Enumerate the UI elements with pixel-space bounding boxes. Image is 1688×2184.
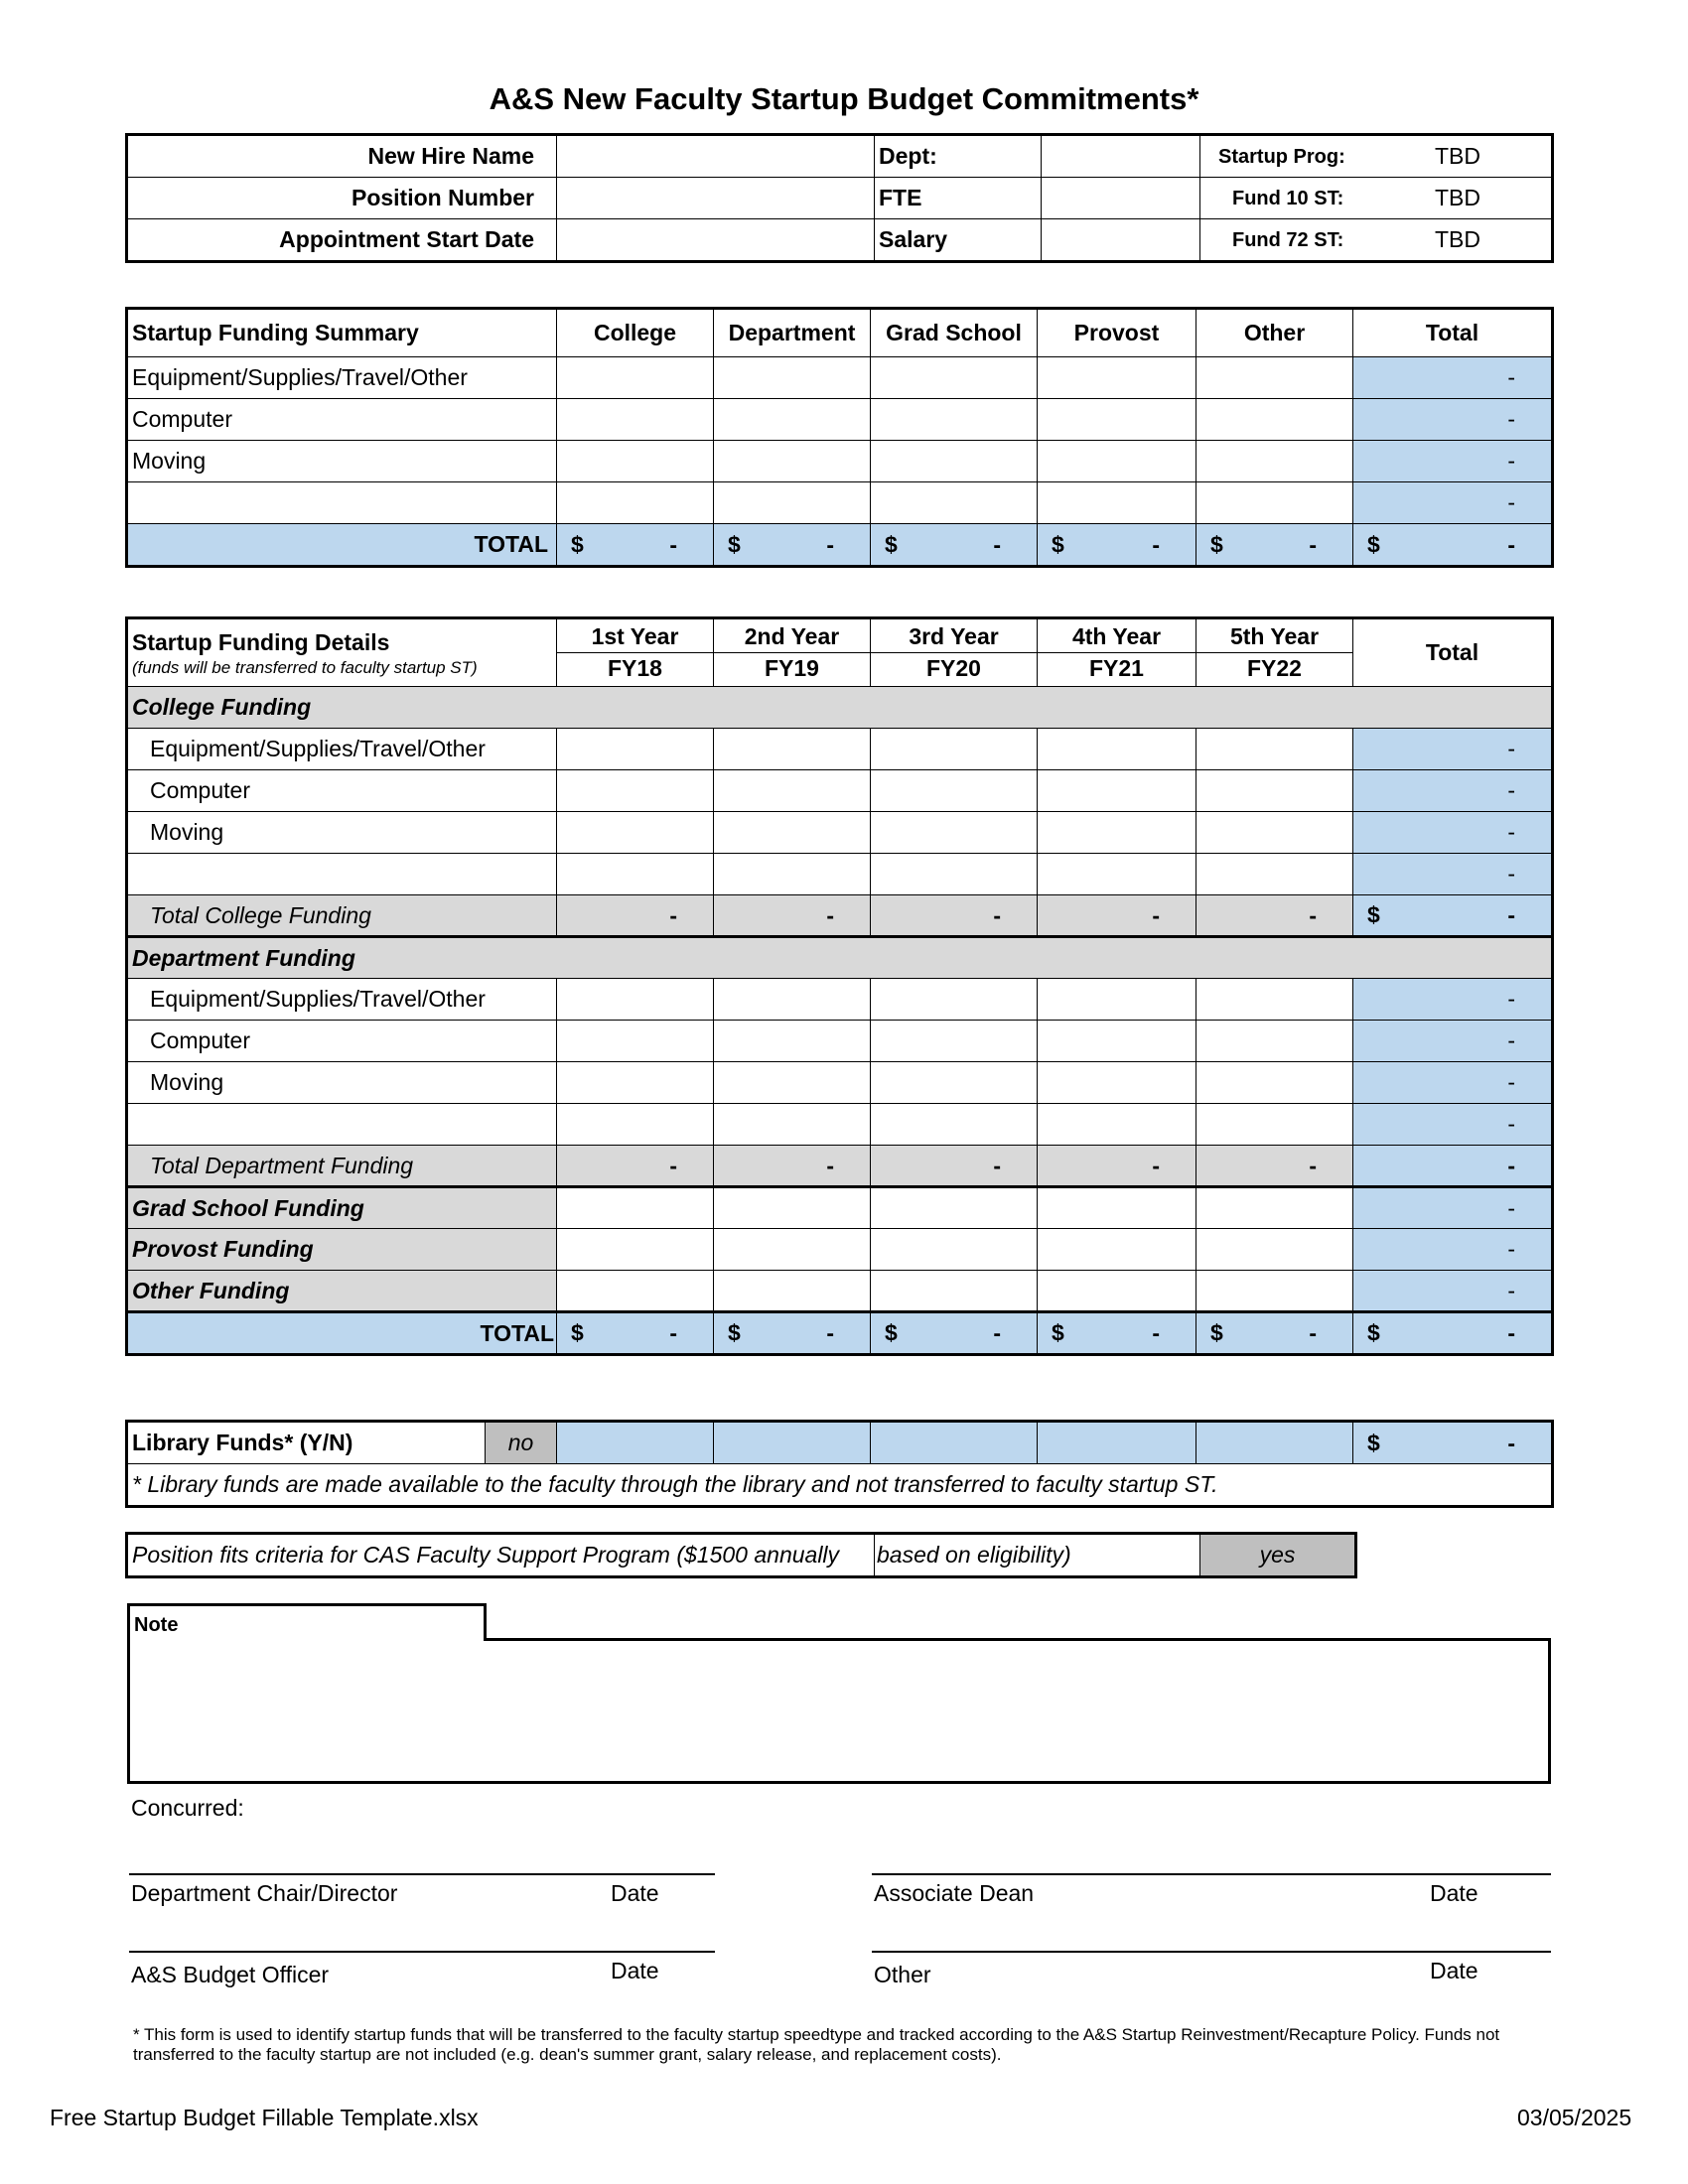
- detail-row-total: -: [1353, 1229, 1552, 1271]
- budget-officer-label: A&S Budget Officer: [131, 1962, 330, 1987]
- page-title: A&S New Faculty Startup Budget Commitments*: [489, 81, 1199, 116]
- summary-total-grad-school: [871, 524, 1038, 566]
- detail-cell[interactable]: [714, 1187, 871, 1229]
- details-total-year: [1038, 1312, 1196, 1354]
- detail-cell[interactable]: [871, 1062, 1038, 1104]
- detail-row-total: -: [1353, 1271, 1552, 1312]
- department-row-label: Equipment/Supplies/Travel/Other: [128, 979, 557, 1021]
- detail-row-total: -: [1353, 812, 1552, 854]
- library-cell[interactable]: [871, 1423, 1038, 1464]
- library-cell[interactable]: [714, 1423, 871, 1464]
- library-cell[interactable]: [557, 1423, 714, 1464]
- detail-cell[interactable]: [557, 1062, 714, 1104]
- total-amount: -: [1309, 531, 1317, 557]
- details-total-label: TOTAL: [128, 1312, 557, 1354]
- start-date-input[interactable]: [557, 219, 875, 261]
- year-header-5: [1196, 619, 1353, 687]
- detail-cell[interactable]: [1038, 1021, 1196, 1062]
- detail-cell[interactable]: [871, 1229, 1038, 1271]
- department-funding-heading: Department Funding: [128, 937, 1552, 979]
- summary-row-label: Moving: [128, 441, 557, 482]
- salary-input[interactable]: [1042, 219, 1200, 261]
- total-amount: -: [669, 531, 677, 557]
- currency-symbol: $: [571, 1319, 584, 1346]
- summary-cell[interactable]: [1196, 441, 1353, 482]
- college-funding-heading: College Funding: [128, 687, 1552, 729]
- detail-cell[interactable]: [1038, 812, 1196, 854]
- total-amount: -: [1309, 1319, 1317, 1346]
- year-header-3: [871, 619, 1038, 687]
- chair-date-label: Date: [611, 1880, 659, 1906]
- startup-prog-label: Startup Prog:: [1218, 146, 1345, 168]
- details-total-header: Total: [1353, 619, 1552, 687]
- detail-cell[interactable]: [1038, 1187, 1196, 1229]
- detail-cell[interactable]: [871, 1271, 1038, 1312]
- detail-cell[interactable]: [557, 729, 714, 770]
- detail-cell[interactable]: [714, 729, 871, 770]
- currency-symbol: $: [1367, 901, 1380, 928]
- fy-label: FY22: [1247, 655, 1302, 681]
- college-row-label: Computer: [128, 770, 557, 812]
- chair-signature-line[interactable]: [129, 1873, 715, 1875]
- summary-row-total: -: [1353, 399, 1552, 441]
- summary-row-total: -: [1353, 357, 1552, 399]
- summary-total-other: [1196, 524, 1353, 566]
- detail-row-total: -: [1353, 979, 1552, 1021]
- summary-col-total: Total: [1353, 310, 1552, 357]
- detail-cell[interactable]: [1038, 854, 1196, 895]
- currency-symbol: $: [728, 531, 741, 557]
- total-amount: -: [993, 531, 1001, 557]
- detail-cell[interactable]: [714, 1062, 871, 1104]
- new-hire-name-label: New Hire Name: [128, 136, 557, 178]
- detail-cell[interactable]: [1196, 1187, 1353, 1229]
- total-amount: -: [1507, 1319, 1515, 1346]
- department-year-total: -: [714, 1146, 871, 1187]
- detail-cell[interactable]: [714, 854, 871, 895]
- library-cell[interactable]: [1196, 1423, 1353, 1464]
- other-funding-label: Other Funding: [128, 1271, 557, 1312]
- summary-cell[interactable]: [557, 357, 714, 399]
- concurred-label: Concurred:: [131, 1795, 244, 1821]
- summary-col-college: College: [557, 310, 714, 357]
- total-amount: -: [1152, 1319, 1160, 1346]
- detail-cell[interactable]: [557, 1187, 714, 1229]
- detail-cell[interactable]: [1196, 1271, 1353, 1312]
- details-total-year: [557, 1312, 714, 1354]
- summary-cell[interactable]: [557, 482, 714, 524]
- detail-cell[interactable]: [871, 1187, 1038, 1229]
- department-year-total: -: [1196, 1146, 1353, 1187]
- library-funds-yn[interactable]: no: [486, 1423, 557, 1464]
- summary-row-label: Equipment/Supplies/Travel/Other: [128, 357, 557, 399]
- detail-cell[interactable]: [714, 1104, 871, 1146]
- summary-cell[interactable]: [1038, 482, 1196, 524]
- note-tab: [127, 1603, 487, 1641]
- summary-row-label: [128, 482, 557, 524]
- fy-label: FY21: [1089, 655, 1144, 681]
- currency-symbol: $: [1367, 531, 1380, 557]
- total-amount: -: [669, 1319, 677, 1346]
- detail-row-total: -: [1353, 729, 1552, 770]
- dept-label: Dept:: [875, 136, 1042, 178]
- year-label: 3rd Year: [871, 621, 1037, 653]
- detail-cell[interactable]: [1196, 1229, 1353, 1271]
- currency-symbol: $: [1052, 1319, 1064, 1346]
- currency-symbol: $: [885, 1319, 898, 1346]
- salary-label: Salary: [875, 219, 1042, 261]
- fte-input[interactable]: [1042, 178, 1200, 219]
- currency-symbol: $: [571, 531, 584, 557]
- assoc-dean-signature-line[interactable]: [872, 1873, 1551, 1875]
- dept-input[interactable]: [1042, 136, 1200, 178]
- college-year-total: -: [557, 895, 714, 937]
- detail-row-total: -: [1353, 1062, 1552, 1104]
- summary-cell[interactable]: [557, 399, 714, 441]
- summary-cell[interactable]: [714, 357, 871, 399]
- summary-cell[interactable]: [1038, 399, 1196, 441]
- other-signature-line[interactable]: [872, 1951, 1551, 1953]
- department-year-total: -: [1038, 1146, 1196, 1187]
- summary-col-grad-school: Grad School: [871, 310, 1038, 357]
- cas-criteria-value[interactable]: yes: [1200, 1535, 1355, 1576]
- summary-cell[interactable]: [1038, 357, 1196, 399]
- currency-symbol: $: [1367, 1319, 1380, 1346]
- note-label: Note: [134, 1614, 179, 1636]
- fund72-cell[interactable]: [1200, 219, 1552, 261]
- summary-col-department: Department: [714, 310, 871, 357]
- summary-total-college: [557, 524, 714, 566]
- cas-criteria-text-right: based on eligibility): [875, 1535, 1200, 1576]
- detail-row-total: -: [1353, 1021, 1552, 1062]
- detail-cell[interactable]: [1038, 1062, 1196, 1104]
- detail-cell[interactable]: [557, 1271, 714, 1312]
- details-heading: Startup Funding Details: [132, 628, 390, 655]
- details-total-year: [871, 1312, 1038, 1354]
- footer-date: 03/05/2025: [1517, 2105, 1632, 2130]
- note-box[interactable]: [127, 1638, 1551, 1784]
- new-hire-name-input[interactable]: [557, 136, 875, 178]
- detail-cell[interactable]: [1196, 1021, 1353, 1062]
- college-row-label: Moving: [128, 812, 557, 854]
- summary-cell[interactable]: [714, 482, 871, 524]
- fy-label: FY20: [926, 655, 981, 681]
- department-row-label: Computer: [128, 1021, 557, 1062]
- detail-cell[interactable]: [871, 1104, 1038, 1146]
- total-department-funding-label: Total Department Funding: [128, 1146, 557, 1187]
- fund72-value: TBD: [1435, 226, 1480, 252]
- detail-cell[interactable]: [871, 729, 1038, 770]
- total-amount: -: [826, 1319, 834, 1346]
- library-cell[interactable]: [1038, 1423, 1196, 1464]
- detail-cell[interactable]: [1038, 1271, 1196, 1312]
- detail-cell[interactable]: [714, 1271, 871, 1312]
- startup-prog-value: TBD: [1435, 143, 1480, 169]
- library-note: * Library funds are made available to the faculty through the library and not transferred to faculty startup ST.: [128, 1464, 1552, 1506]
- detail-cell[interactable]: [714, 979, 871, 1021]
- detail-cell[interactable]: [1196, 770, 1353, 812]
- currency-symbol: $: [885, 531, 898, 557]
- year-label: 2nd Year: [714, 621, 870, 653]
- summary-cell[interactable]: [871, 482, 1038, 524]
- detail-row-total: -: [1353, 854, 1552, 895]
- year-label: 5th Year: [1196, 621, 1352, 653]
- details-table: [127, 618, 1552, 1354]
- detail-cell[interactable]: [1038, 1104, 1196, 1146]
- detail-cell[interactable]: [1196, 854, 1353, 895]
- summary-cell[interactable]: [1038, 441, 1196, 482]
- department-row-label: [128, 1104, 557, 1146]
- detail-cell[interactable]: [1196, 729, 1353, 770]
- summary-col-provost: Provost: [1038, 310, 1196, 357]
- details-total-year: [1196, 1312, 1353, 1354]
- summary-cell[interactable]: [871, 399, 1038, 441]
- detail-cell[interactable]: [714, 1021, 871, 1062]
- department-year-total: -: [557, 1146, 714, 1187]
- details-heading-cell: [128, 619, 557, 687]
- summary-cell[interactable]: [714, 399, 871, 441]
- detail-cell[interactable]: [557, 1229, 714, 1271]
- budget-officer-signature-line[interactable]: [129, 1951, 715, 1953]
- assoc-dean-date-label: Date: [1430, 1880, 1478, 1906]
- detail-cell[interactable]: [871, 812, 1038, 854]
- fy-label: FY19: [765, 655, 819, 681]
- summary-cell[interactable]: [557, 441, 714, 482]
- currency-symbol: $: [728, 1319, 741, 1346]
- note-tab-join: [130, 1638, 484, 1642]
- summary-col-other: Other: [1196, 310, 1353, 357]
- detail-cell[interactable]: [1038, 979, 1196, 1021]
- footer-filename: Free Startup Budget Fillable Template.xlsx: [50, 2105, 479, 2130]
- year-header-4: [1038, 619, 1196, 687]
- summary-table: [127, 309, 1552, 566]
- details-total-year: [714, 1312, 871, 1354]
- fte-label: FTE: [875, 178, 1042, 219]
- detail-cell[interactable]: [714, 770, 871, 812]
- provost-funding-label: Provost Funding: [128, 1229, 557, 1271]
- summary-row-label: Computer: [128, 399, 557, 441]
- cas-support-table: [127, 1534, 1355, 1576]
- year-header-2: [714, 619, 871, 687]
- currency-symbol: $: [1210, 531, 1223, 557]
- library-funds-label: Library Funds* (Y/N): [128, 1423, 486, 1464]
- college-grand-total: [1353, 895, 1552, 937]
- assoc-dean-label: Associate Dean: [874, 1880, 1035, 1906]
- department-row-label: Moving: [128, 1062, 557, 1104]
- details-subheading: (funds will be transferred to faculty startup ST): [132, 657, 478, 677]
- hire-info-table: [127, 135, 1552, 261]
- detail-row-total: -: [1353, 1104, 1552, 1146]
- summary-total-department: [714, 524, 871, 566]
- detail-cell[interactable]: [1196, 979, 1353, 1021]
- detail-row-total: -: [1353, 770, 1552, 812]
- detail-cell[interactable]: [714, 812, 871, 854]
- currency-symbol: $: [1367, 1430, 1380, 1455]
- detail-cell[interactable]: [871, 1021, 1038, 1062]
- detail-cell[interactable]: [1038, 1229, 1196, 1271]
- college-row-label: [128, 854, 557, 895]
- detail-cell[interactable]: [557, 979, 714, 1021]
- fund72-label: Fund 72 ST:: [1232, 229, 1344, 251]
- currency-symbol: $: [1052, 531, 1064, 557]
- detail-cell[interactable]: [871, 979, 1038, 1021]
- summary-total-label: TOTAL: [128, 524, 557, 566]
- department-grand-total: -: [1353, 1146, 1552, 1187]
- detail-cell[interactable]: [871, 770, 1038, 812]
- fy-label: FY18: [608, 655, 662, 681]
- detail-cell[interactable]: [557, 812, 714, 854]
- detail-cell[interactable]: [557, 1104, 714, 1146]
- detail-cell[interactable]: [557, 1021, 714, 1062]
- detail-cell[interactable]: [1196, 812, 1353, 854]
- library-table: [127, 1422, 1552, 1506]
- total-college-funding-label: Total College Funding: [128, 895, 557, 937]
- summary-cell[interactable]: [1196, 357, 1353, 399]
- budget-officer-date-label: Date: [611, 1958, 659, 1983]
- year-label: 4th Year: [1038, 621, 1196, 653]
- detail-cell[interactable]: [1038, 729, 1196, 770]
- college-year-total: -: [871, 895, 1038, 937]
- college-year-total: -: [1196, 895, 1353, 937]
- college-year-total: -: [1038, 895, 1196, 937]
- total-amount: -: [1507, 901, 1515, 928]
- summary-cell[interactable]: [1196, 482, 1353, 524]
- details-grand-total: [1353, 1312, 1552, 1354]
- total-amount: -: [993, 1319, 1001, 1346]
- total-amount: -: [1507, 1430, 1515, 1455]
- fund10-label: Fund 10 ST:: [1232, 188, 1344, 209]
- total-amount: -: [1507, 531, 1515, 557]
- total-amount: -: [1152, 531, 1160, 557]
- fund10-value: TBD: [1435, 185, 1480, 210]
- summary-total-provost: [1038, 524, 1196, 566]
- detail-cell[interactable]: [1196, 1104, 1353, 1146]
- summary-row-total: -: [1353, 482, 1552, 524]
- summary-row-total: -: [1353, 441, 1552, 482]
- footnote: * This form is used to identify startup funds that will be transferred to the faculty startup speedtype and tracked according to the A&S Startup Reinvestment/Recapture Policy. Funds not transferred to the faculty startup are not included (e.g. dean's summer grant, salary release, and replacement costs).: [133, 2025, 1500, 2064]
- startup-prog-cell[interactable]: [1200, 136, 1552, 178]
- fund10-cell[interactable]: [1200, 178, 1552, 219]
- other-date-label: Date: [1430, 1958, 1478, 1983]
- position-number-input[interactable]: [557, 178, 875, 219]
- summary-cell[interactable]: [714, 441, 871, 482]
- college-year-total: -: [714, 895, 871, 937]
- cas-criteria-text-left: Position fits criteria for CAS Faculty Support Program ($1500 annually: [128, 1535, 875, 1576]
- grad-school-funding-label: Grad School Funding: [128, 1187, 557, 1229]
- summary-cell[interactable]: [871, 441, 1038, 482]
- other-label: Other: [874, 1962, 931, 1987]
- year-header-1: [557, 619, 714, 687]
- detail-cell[interactable]: [714, 1229, 871, 1271]
- detail-row-total: -: [1353, 1187, 1552, 1229]
- total-amount: -: [826, 531, 834, 557]
- detail-cell[interactable]: [871, 854, 1038, 895]
- department-year-total: -: [871, 1146, 1038, 1187]
- position-number-label: Position Number: [128, 178, 557, 219]
- chair-label: Department Chair/Director: [131, 1880, 398, 1906]
- summary-cell[interactable]: [871, 357, 1038, 399]
- detail-cell[interactable]: [1038, 770, 1196, 812]
- year-label: 1st Year: [557, 621, 713, 653]
- currency-symbol: $: [1210, 1319, 1223, 1346]
- detail-cell[interactable]: [557, 854, 714, 895]
- start-date-label: Appointment Start Date: [128, 219, 557, 261]
- detail-cell[interactable]: [557, 770, 714, 812]
- summary-heading: Startup Funding Summary: [128, 310, 557, 357]
- summary-cell[interactable]: [1196, 399, 1353, 441]
- detail-cell[interactable]: [1196, 1062, 1353, 1104]
- college-row-label: Equipment/Supplies/Travel/Other: [128, 729, 557, 770]
- summary-total-total: [1353, 524, 1552, 566]
- library-total: [1353, 1423, 1552, 1464]
